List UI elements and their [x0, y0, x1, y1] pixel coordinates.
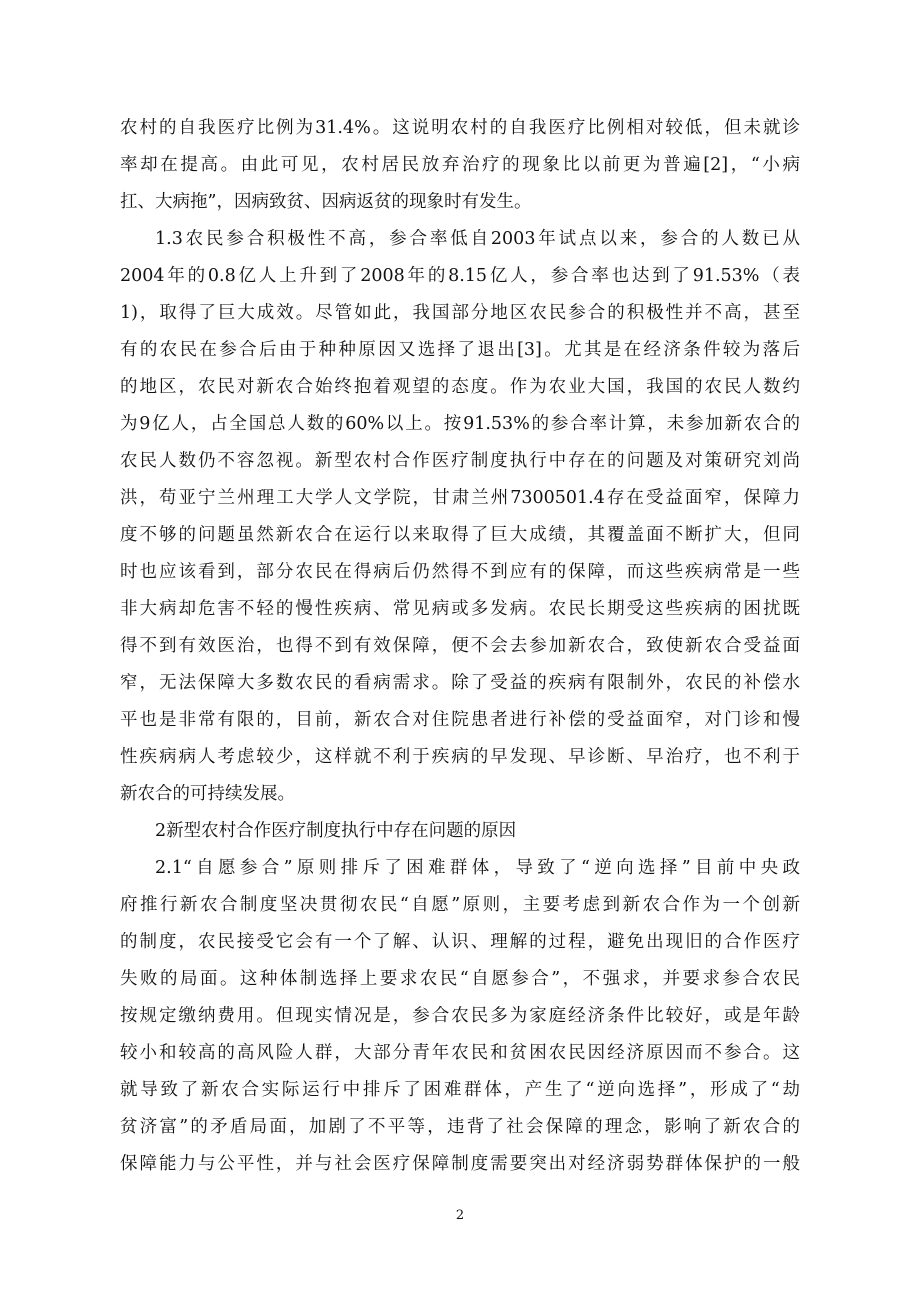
text-line: 府推行新农合制度坚决贯彻农民“自愿”原则，主要考虑到新农合作为一个创新: [120, 895, 800, 915]
text-line: 农民人数仍不容忽视。新型农村合作医疗制度执行中存在的问题及对策研究刘尚: [120, 451, 800, 471]
text-line: 农村的自我医疗比例为31.4%。这说明农村的自我医疗比例相对较低，但未就诊: [120, 118, 800, 138]
text-line: 洪，苟亚宁兰州理工大学人文学院，甘肃兰州7300501.4存在受益面窄，保障力: [120, 488, 800, 508]
text-line: 新农合的可持续发展。: [120, 784, 295, 804]
section-heading-2: 2新型农村合作医疗制度执行中存在问题的原因: [155, 821, 517, 841]
text-line: 扛、大病拖”，因病致贫、因病返贫的现象时有发生。: [120, 192, 532, 212]
text-line: 窄，无法保障大多数农民的看病需求。除了受益的疾病有限制外，农民的补偿水: [120, 673, 800, 693]
text-line: 时也应该看到，部分农民在得病后仍然得不到应有的保障，而这些疾病常是一些: [120, 562, 800, 582]
text-line: 有的农民在参合后由于种种原因又选择了退出[3]。尤其是在经济条件较为落后: [120, 340, 800, 360]
text-line: 保障能力与公平性，并与社会医疗保障制度需要突出对经济弱势群体保护的一般: [120, 1154, 800, 1174]
text-line: 贫济富”的矛盾局面，加剧了不平等，违背了社会保障的理念，影响了新农合的: [120, 1117, 800, 1137]
text-line: 得不到有效医治，也得不到有效保障，便不会去参加新农合，致使新农合受益面: [120, 636, 800, 656]
text-line: 的地区，农民对新农合始终抱着观望的态度。作为农业大国，我国的农民人数约: [120, 377, 800, 397]
text-line: 非大病却危害不轻的慢性疾病、常见病或多发病。农民长期受这些疾病的困扰既: [120, 599, 800, 619]
text-line: 就导致了新农合实际运行中排斥了困难群体，产生了“逆向选择”，形成了“劫: [120, 1080, 800, 1100]
section-heading-1-3: 1.3农民参合积极性不高，参合率低自2003年试点以来，参合的人数已从: [155, 229, 800, 249]
text-line: 性疾病病人考虑较少，这样就不利于疾病的早发现、早诊断、早治疗，也不利于: [120, 747, 800, 767]
text-line: 1)，取得了巨大成效。尽管如此，我国部分地区农民参合的积极性并不高，甚至: [120, 303, 800, 323]
text-line: 2004年的0.8亿人上升到了2008年的8.15亿人，参合率也达到了91.53%（表: [120, 266, 800, 286]
text-line: 平也是非常有限的，目前，新农合对住院患者进行补偿的受益面窄，对门诊和慢: [120, 710, 800, 730]
text-line: 为9亿人，占全国总人数的60%以上。按91.53%的参合率计算，未参加新农合的: [120, 414, 800, 434]
text-line: 按规定缴纳费用。但现实情况是，参合农民多为家庭经济条件比较好，或是年龄: [120, 1006, 800, 1026]
text-line: 失败的局面。这种体制选择上要求农民“自愿参合”，不强求，并要求参合农民: [120, 969, 800, 989]
text-line: 度不够的问题虽然新农合在运行以来取得了巨大成绩，其覆盖面不断扩大，但同: [120, 525, 800, 545]
text-line: 率却在提高。由此可见，农村居民放弃治疗的现象比以前更为普遍[2]，“小病: [120, 155, 800, 175]
text-line: 的制度，农民接受它会有一个了解、认识、理解的过程，避免出现旧的合作医疗: [120, 932, 800, 952]
page-number: 2: [455, 1208, 465, 1223]
section-heading-2-1: 2.1“自愿参合”原则排斥了困难群体，导致了“逆向选择”目前中央政: [155, 858, 800, 878]
text-line: 较小和较高的高风险人群，大部分青年农民和贫困农民因经济原因而不参合。这: [120, 1043, 800, 1063]
